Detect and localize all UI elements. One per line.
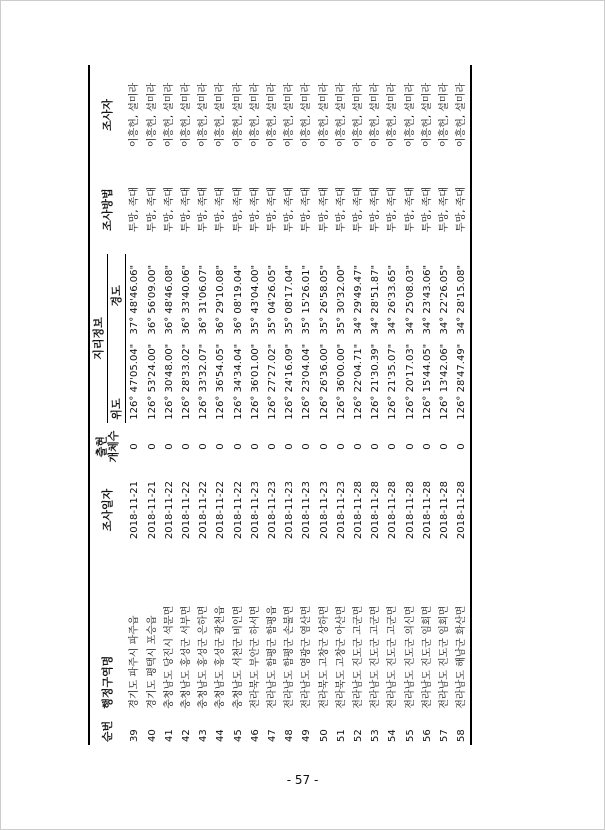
cell-surveyor: 이흥헌, 설미라 [439,82,451,148]
table-row [126,65,144,745]
cell-admin: 전라남도 진도군 고군면 [370,605,382,709]
cell-admin: 전라남도 진도군 고군면 [387,605,399,709]
cell-lat: 126° 21'35.07" [387,343,399,420]
cell-lat: 126° 26'36.00" [318,343,330,420]
cell-lon: 35° 43'04.00" [249,264,261,335]
cell-admin: 충청남도 홍성군 은하면 [198,605,210,709]
cell-lon: 34° 28'15.08" [453,254,471,337]
cell-date: 2018-11-28 [439,480,451,540]
cell-count: 0 [421,443,433,450]
survey-table [88,65,472,745]
cell-count: 0 [453,423,471,471]
cell-surveyor: 이흥헌, 설미라 [335,82,347,148]
cell-lon: 34° 25'08.03" [404,264,416,335]
cell-lat: 126° 33'32.07" [198,343,210,420]
cell-method: 투망, 족대 [335,187,347,233]
cell-no: 46 [249,729,261,742]
cell-method: 투망, 족대 [215,187,227,233]
cell-count: 0 [318,443,330,450]
cell-surveyor: 이흥헌, 설미라 [284,82,296,148]
cell-no: 51 [335,729,347,742]
cell-admin: 전라남도 진도군 고군면 [353,605,365,709]
cell-date: 2018-11-22 [181,480,193,540]
table-row [436,65,453,745]
cell-no: 49 [301,729,313,742]
cell-no: 45 [232,729,244,742]
cell-date: 2018-11-23 [284,480,296,540]
cell-lon: 34° 28'51.87" [370,264,382,335]
table-row [316,65,333,745]
cell-date: 2018-11-28 [387,480,399,540]
cell-lon: 35° 15'26.01" [301,264,313,335]
cell-date: 2018-11-23 [335,480,347,540]
header-lat: 위도 [108,337,126,422]
cell-count: 0 [232,443,244,450]
cell-method: 투망, 족대 [421,187,433,233]
table-row [367,65,384,745]
cell-lon: 34° 26'33.65" [387,264,399,335]
cell-no: 44 [215,729,227,742]
cell-surveyor: 이흥헌, 설미라 [387,82,399,148]
cell-admin: 전라북도 부안군 하서면 [249,605,261,709]
cell-date: 2018-11-23 [318,480,330,540]
cell-date: 2018-11-28 [421,480,433,540]
header-row-top [89,65,108,745]
cell-lat: 126° 22'04.71" [353,343,365,420]
cell-count: 0 [404,443,416,450]
table-row [178,65,195,745]
header-count [89,423,126,471]
cell-admin: 전라남도 함평군 손불면 [284,605,296,709]
cell-method: 투망, 족대 [370,187,382,233]
page-number: - 57 - [286,773,319,787]
table-row [384,65,401,745]
table-row [212,65,229,745]
cell-method: 투망, 족대 [181,187,193,233]
table-row [350,65,367,745]
cell-no: 58 [453,712,471,745]
cell-date: 2018-11-23 [301,480,313,540]
cell-method: 투망, 족대 [146,187,158,233]
cell-lat: 126° 36'01.00" [249,343,261,420]
cell-method: 투망, 족대 [163,187,175,233]
cell-admin: 전라남도 진도군 임회면 [439,605,451,709]
cell-date: 2018-11-21 [146,480,158,540]
cell-lat: 126° 34'34.04" [232,343,244,420]
cell-admin: 전라남도 함평군 함평읍 [267,605,279,709]
cell-count: 0 [370,443,382,450]
cell-method: 투망, 족대 [453,165,471,254]
cell-lon: 34° 29'49.47" [353,264,365,335]
cell-method: 투망, 족대 [353,187,365,233]
cell-no: 56 [421,729,433,742]
cell-lon: 35° 04'26.05" [267,264,279,335]
cell-lat: 126° 28'33.02" [181,343,193,420]
table-row [298,65,315,745]
header-date: 조사일자 [89,471,126,550]
cell-surveyor: 이흥헌, 설미라 [249,82,261,148]
header-admin: 행정구역명 [89,550,126,712]
table-row [230,65,247,745]
cell-admin: 충청남도 홍성군 광천읍 [215,605,227,709]
cell-no: 55 [404,729,416,742]
cell-surveyor: 이흥헌, 설미라 [453,65,471,165]
cell-no: 52 [353,729,365,742]
cell-count: 0 [267,443,279,450]
cell-method: 투망, 족대 [267,187,279,233]
cell-lon: 37° 48'46.06" [129,264,141,335]
cell-no: 39 [129,729,141,742]
cell-method: 투망, 족대 [249,187,261,233]
cell-count: 0 [129,443,141,450]
cell-count: 0 [284,443,296,450]
cell-lat: 126° 21'30.39" [370,343,382,420]
cell-count: 0 [387,443,399,450]
cell-surveyor: 이흥헌, 설미라 [370,82,382,148]
cell-lat: 126° 24'16.09" [284,343,296,420]
cell-admin: 전라남도 해남군 화산면 [453,550,471,712]
cell-count: 0 [146,443,158,450]
cell-no: 42 [181,729,193,742]
cell-date: 2018-11-22 [215,480,227,540]
cell-no: 48 [284,729,296,742]
cell-lon: 36° 33'40.06" [181,264,193,335]
cell-date: 2018-11-22 [163,480,175,540]
cell-date: 2018-11-28 [353,480,365,540]
cell-admin: 전라남도 영광군 염산면 [301,605,313,709]
header-method: 조사방법 [89,165,126,254]
cell-lat: 126° 20'17.03" [404,343,416,420]
cell-surveyor: 이흥헌, 설미라 [198,82,210,148]
cell-no: 47 [267,729,279,742]
cell-date: 2018-11-22 [232,480,244,540]
table-row [402,65,419,745]
cell-surveyor: 이흥헌, 설미라 [181,82,193,148]
cell-lat: 126° 53'24.00" [146,343,158,420]
cell-no: 57 [439,729,451,742]
header-geo: 지리정보 [89,254,108,422]
cell-method: 투망, 족대 [439,187,451,233]
cell-no: 41 [163,729,175,742]
cell-count: 0 [215,443,227,450]
cell-method: 투망, 족대 [404,187,416,233]
cell-count: 0 [249,443,261,450]
cell-no: 40 [146,729,158,742]
cell-lat: 126° 47'05.04" [129,343,141,420]
cell-surveyor: 이흥헌, 설미라 [232,82,244,148]
cell-date: 2018-11-28 [370,480,382,540]
table-row [453,65,471,745]
cell-lat: 126° 28'47.49" [453,337,471,422]
cell-count: 0 [181,443,193,450]
cell-count: 0 [163,443,175,450]
cell-method: 투망, 족대 [387,187,399,233]
cell-lat: 126° 36'00.00" [335,343,347,420]
table-row [264,65,281,745]
cell-lat: 126° 36'54.05" [215,343,227,420]
cell-no: 54 [387,729,399,742]
cell-admin: 경기도 평택시 포승읍 [146,615,158,709]
cell-admin: 충청남도 서천군 비인면 [232,605,244,709]
cell-lon: 36° 56'09.00" [146,264,158,335]
cell-date: 2018-11-28 [404,480,416,540]
cell-method: 투망, 족대 [129,187,141,233]
cell-no: 53 [370,729,382,742]
cell-lon: 34° 23'43.06" [421,264,433,335]
cell-count: 0 [439,443,451,450]
table-row [247,65,264,745]
cell-no: 50 [318,729,330,742]
cell-surveyor: 이흥헌, 설미라 [129,82,141,148]
table-row [161,65,178,745]
cell-lat: 126° 23'04.04" [301,343,313,420]
header-no: 순번 [89,712,126,745]
table-row [333,65,350,745]
cell-date: 2018-11-22 [198,480,210,540]
cell-surveyor: 이흥헌, 설미라 [146,82,158,148]
cell-surveyor: 이흥헌, 설미라 [421,82,433,148]
cell-lon: 34° 22'26.05" [439,264,451,335]
cell-date: 2018-11-23 [267,480,279,540]
cell-lat: 126° 30'48.00" [163,343,175,420]
table-row [419,65,436,745]
cell-lon: 36° 08'19.04" [232,264,244,335]
cell-lat: 126° 15'44.05" [421,343,433,420]
cell-admin: 전라북도 고창군 상하면 [318,605,330,709]
table-row [195,65,212,745]
cell-count: 0 [335,443,347,450]
header-count-line1: 출현 [94,435,108,458]
cell-lon: 36° 29'10.08" [215,264,227,335]
cell-surveyor: 이흥헌, 설미라 [267,82,279,148]
cell-date: 2018-11-23 [249,480,261,540]
cell-lon: 35° 26'58.05" [318,264,330,335]
cell-method: 투망, 족대 [318,187,330,233]
cell-admin: 경기도 파주시 파주읍 [129,615,141,709]
cell-count: 0 [353,443,365,450]
cell-method: 투망, 족대 [198,187,210,233]
header-count-line2: 개체수 [106,430,120,463]
table-row [281,65,298,745]
cell-surveyor: 이흥헌, 설미라 [163,82,175,148]
cell-surveyor: 이흥헌, 설미라 [353,82,365,148]
table-row [144,65,161,745]
cell-lat: 126° 27'27.02" [267,343,279,420]
cell-lon: 36° 31'06.07" [198,264,210,335]
header-lon: 경도 [108,254,126,337]
cell-method: 투망, 족대 [301,187,313,233]
cell-date: 2018-11-28 [453,471,471,550]
cell-admin: 충청남도 당진시 석문면 [163,605,175,709]
table-body [126,65,472,745]
cell-admin: 전라남도 진도군 의신면 [404,605,416,709]
cell-date: 2018-11-21 [129,480,141,540]
cell-lat: 126° 13'42.06" [439,343,451,420]
cell-surveyor: 이흥헌, 설미라 [404,82,416,148]
cell-admin: 전라북도 고창군 아산면 [335,605,347,709]
cell-lon: 36° 48'46.08" [163,264,175,335]
cell-admin: 전라남도 진도군 임회면 [421,605,433,709]
cell-method: 투망, 족대 [284,187,296,233]
cell-lon: 35° 30'32.00" [335,264,347,335]
cell-lon: 35° 08'17.04" [284,264,296,335]
rotated-table-container [88,65,468,745]
cell-admin: 충청남도 홍성군 서부면 [181,605,193,709]
cell-no: 43 [198,729,210,742]
cell-surveyor: 이흥헌, 설미라 [301,82,313,148]
cell-surveyor: 이흥헌, 설미라 [215,82,227,148]
cell-count: 0 [301,443,313,450]
cell-surveyor: 이흥헌, 설미라 [318,82,330,148]
cell-method: 투망, 족대 [232,187,244,233]
cell-count: 0 [198,443,210,450]
header-surveyor: 조사자 [89,65,126,165]
